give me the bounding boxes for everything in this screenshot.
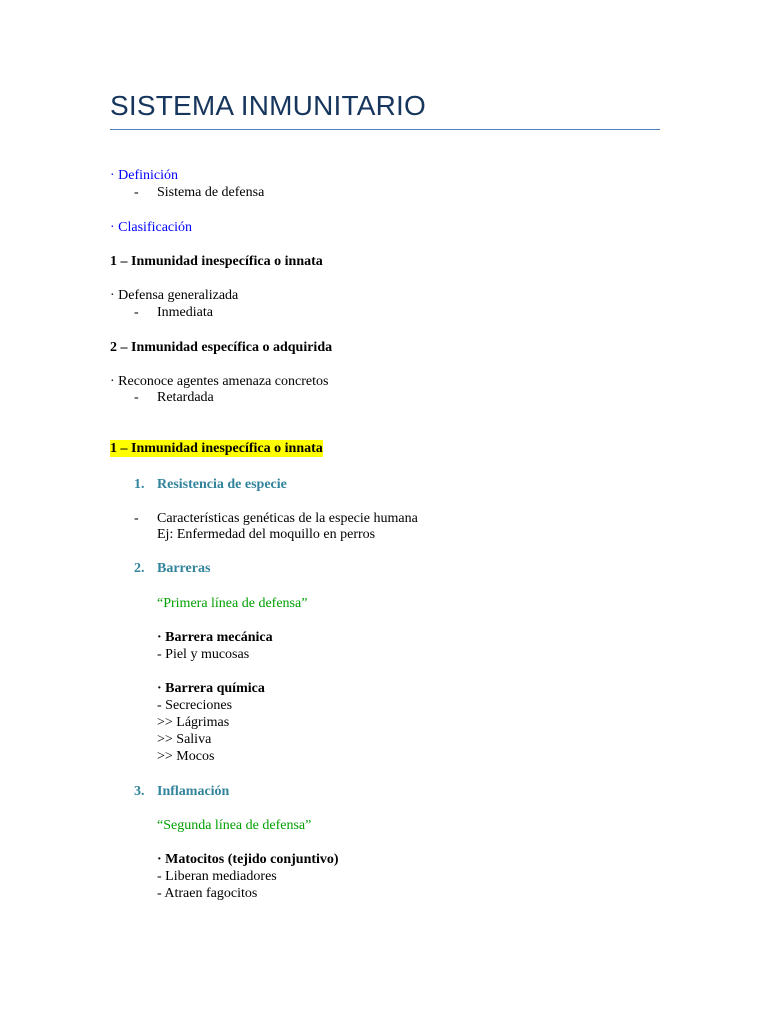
definicion-label: · Definición <box>110 168 179 183</box>
section1-dash: - <box>134 511 139 526</box>
section1-number: 1. <box>134 477 145 492</box>
list-item: >> Saliva <box>157 732 212 747</box>
section1-title: Resistencia de especie <box>157 477 287 492</box>
list-item: - Liberan mediadores <box>157 869 277 884</box>
section2-number: 2. <box>134 561 145 576</box>
section1-line2: Ej: Enfermedad del moquillo en perros <box>157 527 376 542</box>
tipo2-bullet: · Reconoce agentes amenaza concretos <box>110 374 329 389</box>
list-item: >> Mocos <box>157 749 215 764</box>
section2-quote: “Primera línea de defensa” <box>157 596 308 611</box>
title-underline <box>110 129 660 130</box>
section2-title: Barreras <box>157 561 211 576</box>
list-item: - Secreciones <box>157 698 233 713</box>
list-item: - Atraen fagocitos <box>157 886 258 901</box>
definicion-item: Sistema de defensa <box>157 185 265 200</box>
barrera-mecanica-item: - Piel y mucosas <box>157 647 250 662</box>
innata-heading: 1 – Inmunidad inespecífica o innata <box>110 441 323 456</box>
tipo1-bullet: · Defensa generalizada <box>110 288 239 303</box>
barrera-mecanica-heading: · Barrera mecánica <box>157 630 273 645</box>
tipo2-dash: - <box>134 390 139 405</box>
list-item: >> Lágrimas <box>157 715 230 730</box>
definicion-dash: - <box>134 185 139 200</box>
section3-title: Inflamación <box>157 784 230 799</box>
matocitos-heading: · Matocitos (tejido conjuntivo) <box>157 852 339 867</box>
tipo2-item: Retardada <box>157 390 214 405</box>
barrera-quimica-heading: · Barrera química <box>157 681 265 696</box>
section1-line1: Características genéticas de la especie humana <box>157 511 418 526</box>
tipo1-heading: 1 – Inmunidad inespecífica o innata <box>110 254 323 269</box>
section3-number: 3. <box>134 784 145 799</box>
tipo2-heading: 2 – Inmunidad específica o adquirida <box>110 340 333 355</box>
section3-quote: “Segunda línea de defensa” <box>157 818 312 833</box>
page-title: SISTEMA INMUNITARIO <box>110 90 426 121</box>
clasificacion-label: · Clasificación <box>110 220 193 235</box>
tipo1-dash: - <box>134 305 139 320</box>
tipo1-item: Inmediata <box>157 305 213 320</box>
